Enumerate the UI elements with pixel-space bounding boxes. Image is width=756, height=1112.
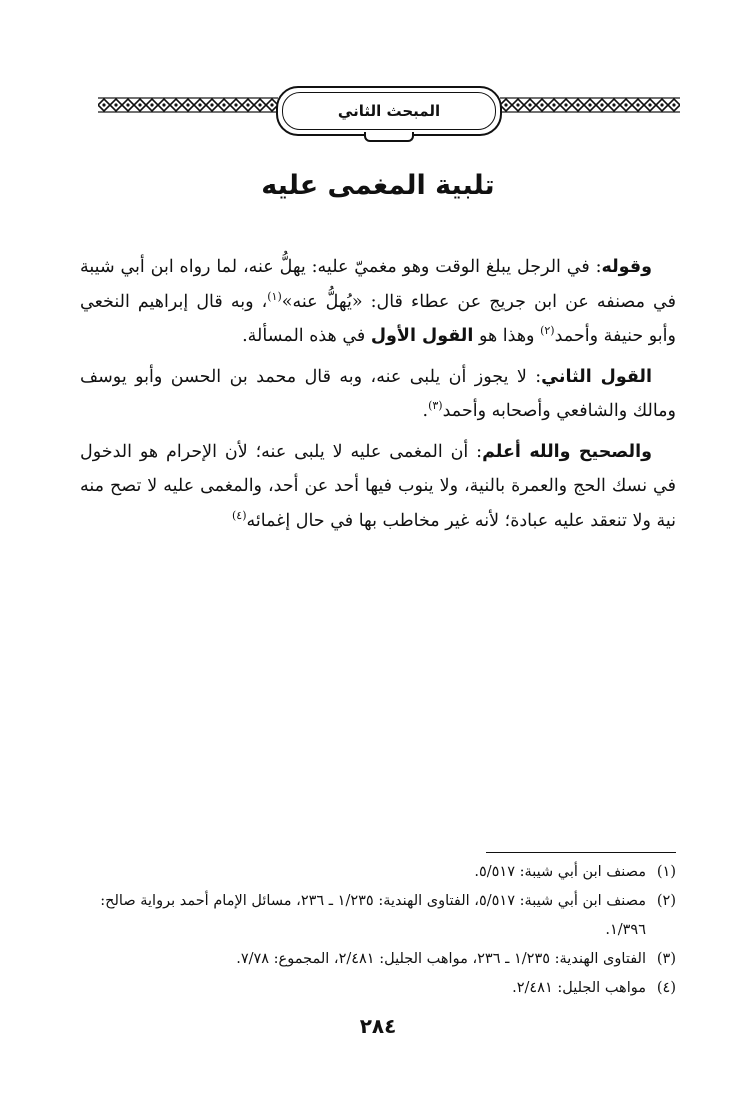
paragraph-2-lead: القول الثاني xyxy=(541,366,653,387)
paragraph-1-text-c: وهذا هو xyxy=(473,326,541,346)
paragraph-2-text-a: : لا يجوز أن يلبى عنه، وبه قال محمد بن الحسن وأبو يوسف ومالك والشافعي وأصحابه وأحمد xyxy=(80,366,676,421)
section-header xyxy=(98,84,680,144)
body-text xyxy=(80,250,676,544)
paragraph-2 xyxy=(80,360,676,429)
section-label-frame xyxy=(276,86,502,136)
paragraph-1-text-d: في هذه المسألة. xyxy=(242,326,371,346)
left-ornament-border xyxy=(98,97,278,113)
footnote-1 xyxy=(80,858,676,887)
footnote-number: (١) xyxy=(656,864,676,880)
footnote-text: مواهب الجليل: ٢/٤٨١. xyxy=(512,980,646,996)
paragraph-1 xyxy=(80,250,676,354)
footnote-number: (٣) xyxy=(656,951,676,967)
paragraph-3-text-a: : أن المغمى عليه لا يلبى عنه؛ لأن الإحرام هو الدخول في نسك الحج والعمرة بالنية، ولا ينوب فيها أحد عن أحد، والمغمى عليه لا تصح منه نية ولا تنعقد عليه عبادة؛ لأنه غير مخاطب بها في حال إغمائه xyxy=(80,441,676,531)
frame-tab xyxy=(364,132,414,142)
page-number: ٢٨٤ xyxy=(359,1014,397,1038)
footnote-ref-3[interactable]: (٣) xyxy=(428,399,443,413)
paragraph-1-text-a: : في الرجل يبلغ الوقت وهو مغميّ عليه: يهلُّ عنه، لما رواه ابن أبي شيبة في مصنفه عن ابن جريج عن عطاء قال: «يُهلُّ عنه» xyxy=(80,257,676,312)
page-title: تلبية المغمى عليه xyxy=(261,170,495,201)
footnote-ref-2[interactable]: (٢) xyxy=(540,324,555,338)
paragraph-1-lead: وقوله xyxy=(601,257,652,277)
footnote-separator xyxy=(486,852,676,853)
paragraph-3-lead: والصحيح والله أعلم xyxy=(482,441,652,462)
footnote-text: الفتاوى الهندية: ١/٢٣٥ ـ ٢٣٦، مواهب الجليل: ٢/٤٨١، المجموع: ٧/٧٨. xyxy=(236,951,646,967)
paragraph-1-bold-phrase: القول الأول xyxy=(370,326,474,346)
footnote-ref-4[interactable]: (٤) xyxy=(231,508,247,522)
footnote-number: (٢) xyxy=(656,893,676,909)
footnote-ref-1[interactable]: (١) xyxy=(267,289,282,303)
footnote-4 xyxy=(80,974,676,1003)
paragraph-3 xyxy=(80,435,676,539)
footnote-3 xyxy=(80,945,676,974)
footnote-text: مصنف ابن أبي شيبة: ٥/٥١٧، الفتاوى الهندية: ١/٢٣٥ ـ ٢٣٦، مسائل الإمام أحمد برواية صالح: ١/٣٩٦. xyxy=(100,893,646,938)
section-label: المبحث الثاني xyxy=(337,102,441,120)
footnote-number: (٤) xyxy=(656,980,676,996)
paragraph-1-text-b: ، وبه قال إبراهيم النخعي وأبو حنيفة وأحمد xyxy=(80,291,676,346)
footnote-2 xyxy=(80,887,676,945)
footnote-text: مصنف ابن أبي شيبة: ٥/٥١٧. xyxy=(474,864,646,880)
right-ornament-border xyxy=(500,97,680,113)
footnotes xyxy=(80,858,676,1003)
paragraph-2-text-b: . xyxy=(422,401,429,421)
